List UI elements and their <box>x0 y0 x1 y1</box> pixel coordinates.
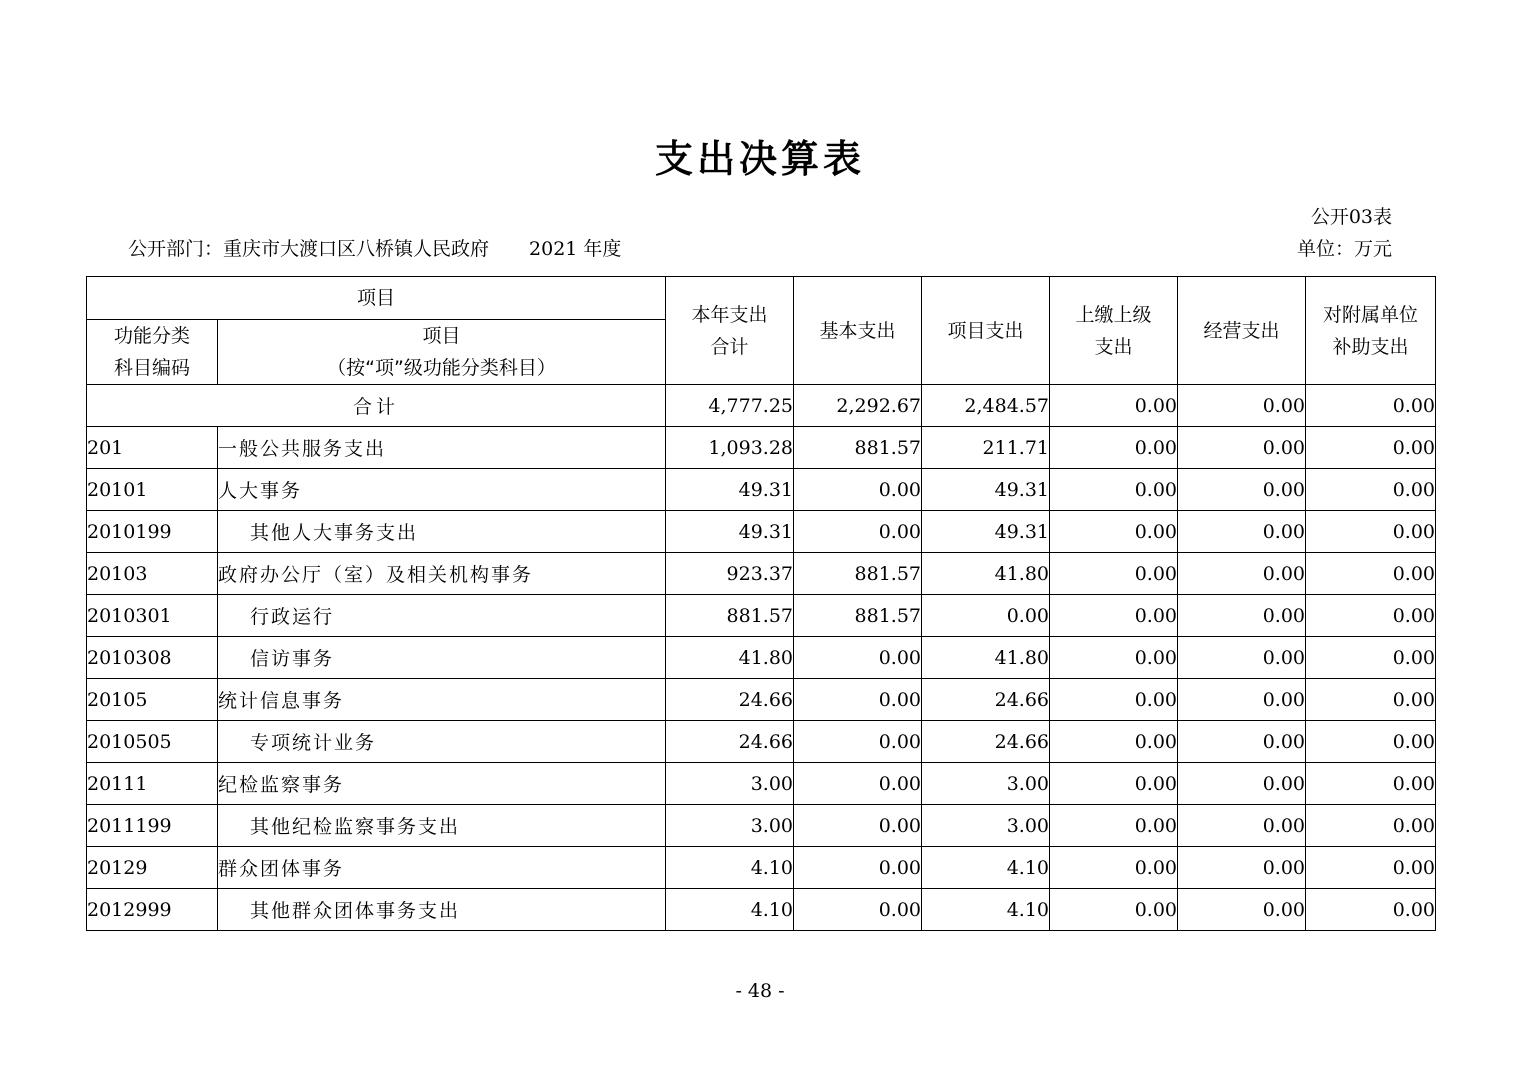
total-cell: 4,777.25 <box>666 385 794 427</box>
row-value: 4.10 <box>922 889 1050 931</box>
row-value: 0.00 <box>794 721 922 763</box>
row-value: 0.00 <box>1178 595 1306 637</box>
header-project-name <box>218 320 666 385</box>
row-value: 0.00 <box>1178 553 1306 595</box>
row-value: 0.00 <box>1306 721 1436 763</box>
row-value: 41.80 <box>922 553 1050 595</box>
row-value: 0.00 <box>1306 469 1436 511</box>
row-value: 0.00 <box>794 679 922 721</box>
row-value: 0.00 <box>794 469 922 511</box>
row-value: 3.00 <box>666 763 794 805</box>
row-value: 0.00 <box>794 805 922 847</box>
row-value: 49.31 <box>922 511 1050 553</box>
row-value: 881.57 <box>794 553 922 595</box>
total-cell: 0.00 <box>1050 385 1178 427</box>
row-value: 0.00 <box>1306 511 1436 553</box>
row-value: 0.00 <box>1178 637 1306 679</box>
header-upper-line2: 支出 <box>1094 335 1133 358</box>
header-row-top <box>87 277 1436 320</box>
row-value: 0.00 <box>1178 889 1306 931</box>
header-func-code <box>87 320 218 385</box>
row-code: 20111 <box>87 763 218 805</box>
row-code: 2010199 <box>87 511 218 553</box>
header-func-code-line2: 科目编码 <box>113 357 190 379</box>
row-value: 0.00 <box>1178 847 1306 889</box>
header-subsidy-line2: 补助支出 <box>1332 335 1409 358</box>
row-value: 0.00 <box>1306 595 1436 637</box>
row-value: 0.00 <box>1178 427 1306 469</box>
table-row <box>87 595 1436 637</box>
table-row <box>87 679 1436 721</box>
row-value: 211.71 <box>922 427 1050 469</box>
header-total-line1: 本年支出 <box>691 303 768 326</box>
row-value: 0.00 <box>1050 847 1178 889</box>
row-value: 0.00 <box>794 511 922 553</box>
header-total <box>666 277 794 385</box>
total-cell: 2,292.67 <box>794 385 922 427</box>
row-code: 20129 <box>87 847 218 889</box>
total-label: 合计 <box>87 385 666 427</box>
row-code: 2010301 <box>87 595 218 637</box>
row-value: 0.00 <box>1050 595 1178 637</box>
row-code: 2012999 <box>87 889 218 931</box>
row-code: 20101 <box>87 469 218 511</box>
table-row <box>87 763 1436 805</box>
row-value: 0.00 <box>1178 469 1306 511</box>
row-value: 0.00 <box>794 847 922 889</box>
row-name: 统计信息事务 <box>218 679 666 721</box>
row-value: 923.37 <box>666 553 794 595</box>
total-cell: 0.00 <box>1178 385 1306 427</box>
row-value: 0.00 <box>794 889 922 931</box>
row-value: 0.00 <box>1306 427 1436 469</box>
row-value: 0.00 <box>1050 427 1178 469</box>
department-line <box>128 234 621 261</box>
fiscal-year: 2021 年度 <box>529 238 622 260</box>
row-value: 881.57 <box>794 427 922 469</box>
row-value: 3.00 <box>922 763 1050 805</box>
department-label: 公开部门：重庆市大渡口区八桥镇人民政府 <box>128 238 490 260</box>
row-value: 0.00 <box>794 637 922 679</box>
row-value: 0.00 <box>1306 679 1436 721</box>
row-value: 0.00 <box>1306 805 1436 847</box>
total-row <box>87 385 1436 427</box>
row-value: 0.00 <box>1050 721 1178 763</box>
header-project-name-line1: 项目 <box>422 325 461 347</box>
row-name: 其他群众团体事务支出 <box>218 889 666 931</box>
row-code: 20105 <box>87 679 218 721</box>
row-value: 0.00 <box>1050 763 1178 805</box>
row-name: 一般公共服务支出 <box>218 427 666 469</box>
row-value: 49.31 <box>666 511 794 553</box>
row-value: 0.00 <box>1178 805 1306 847</box>
row-value: 0.00 <box>922 595 1050 637</box>
row-value: 0.00 <box>794 763 922 805</box>
row-value: 0.00 <box>1050 805 1178 847</box>
header-project: 项目 <box>87 277 666 320</box>
row-name: 专项统计业务 <box>218 721 666 763</box>
header-subsidy-line1: 对附属单位 <box>1323 303 1419 326</box>
table-row <box>87 553 1436 595</box>
table-row <box>87 637 1436 679</box>
row-value: 24.66 <box>922 721 1050 763</box>
row-value: 0.00 <box>1178 679 1306 721</box>
row-value: 0.00 <box>1050 511 1178 553</box>
row-value: 0.00 <box>1306 763 1436 805</box>
row-value: 3.00 <box>666 805 794 847</box>
row-value: 1,093.28 <box>666 427 794 469</box>
row-name: 群众团体事务 <box>218 847 666 889</box>
page-number: - 48 - <box>735 980 785 1002</box>
header-basic: 基本支出 <box>794 277 922 385</box>
row-name: 行政运行 <box>218 595 666 637</box>
table-row <box>87 721 1436 763</box>
row-code: 20103 <box>87 553 218 595</box>
row-value: 0.00 <box>1050 679 1178 721</box>
header-upper <box>1050 277 1178 385</box>
row-code: 2010308 <box>87 637 218 679</box>
row-name: 其他人大事务支出 <box>218 511 666 553</box>
header-business: 经营支出 <box>1178 277 1306 385</box>
row-value: 49.31 <box>922 469 1050 511</box>
row-code: 2010505 <box>87 721 218 763</box>
row-value: 0.00 <box>1306 637 1436 679</box>
row-value: 0.00 <box>1306 847 1436 889</box>
row-value: 3.00 <box>922 805 1050 847</box>
row-value: 881.57 <box>794 595 922 637</box>
unit-label: 单位：万元 <box>1296 238 1392 260</box>
header-upper-line1: 上缴上级 <box>1075 303 1152 326</box>
form-number: 公开03表 <box>1310 206 1392 228</box>
row-value: 0.00 <box>1050 469 1178 511</box>
row-value: 0.00 <box>1050 889 1178 931</box>
row-code: 2011199 <box>87 805 218 847</box>
row-value: 0.00 <box>1306 553 1436 595</box>
row-value: 41.80 <box>666 637 794 679</box>
header-subsidy <box>1306 277 1436 385</box>
row-value: 0.00 <box>1050 553 1178 595</box>
table-row <box>87 511 1436 553</box>
page-title: 支出决算表 <box>654 137 865 181</box>
row-value: 49.31 <box>666 469 794 511</box>
row-value: 0.00 <box>1178 763 1306 805</box>
row-value: 0.00 <box>1178 511 1306 553</box>
row-name: 信访事务 <box>218 637 666 679</box>
expenditure-table <box>86 276 1436 931</box>
row-code: 201 <box>87 427 218 469</box>
row-value: 24.66 <box>922 679 1050 721</box>
row-name: 政府办公厅（室）及相关机构事务 <box>218 553 666 595</box>
row-value: 4.10 <box>666 889 794 931</box>
table-row <box>87 889 1436 931</box>
table-row <box>87 469 1436 511</box>
row-value: 24.66 <box>666 679 794 721</box>
header-project-expenditure: 项目支出 <box>922 277 1050 385</box>
table-row <box>87 805 1436 847</box>
row-name: 人大事务 <box>218 469 666 511</box>
row-value: 0.00 <box>1050 637 1178 679</box>
header-func-code-line1: 功能分类 <box>113 325 190 347</box>
row-value: 881.57 <box>666 595 794 637</box>
header-project-name-line2: （按“项”级功能分类科目） <box>327 357 556 379</box>
row-value: 4.10 <box>666 847 794 889</box>
row-value: 41.80 <box>922 637 1050 679</box>
row-value: 24.66 <box>666 721 794 763</box>
row-value: 0.00 <box>1178 721 1306 763</box>
row-name: 其他纪检监察事务支出 <box>218 805 666 847</box>
table-row <box>87 847 1436 889</box>
row-value: 4.10 <box>922 847 1050 889</box>
header-total-line2: 合计 <box>710 335 749 358</box>
total-cell: 0.00 <box>1306 385 1436 427</box>
table-row <box>87 427 1436 469</box>
row-name: 纪检监察事务 <box>218 763 666 805</box>
total-cell: 2,484.57 <box>922 385 1050 427</box>
row-value: 0.00 <box>1306 889 1436 931</box>
